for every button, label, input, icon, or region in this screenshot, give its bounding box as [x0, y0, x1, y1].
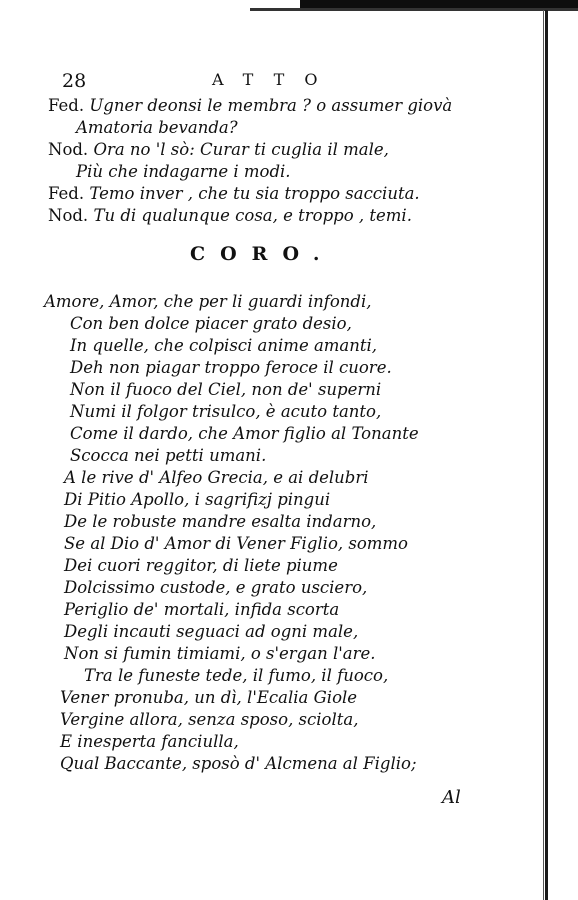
verse-line: Degli incauti seguaci ad ogni male,: [64, 622, 359, 641]
dialogue-line: [48, 205, 412, 227]
verse-line: Con ben dolce piacer grato desio,: [70, 314, 352, 333]
verse-line: Tra le funeste tede, il fumo, il fuoco,: [84, 666, 389, 685]
verse-line: Dei cuori reggitor, di liete piume: [64, 556, 338, 575]
verse-line: Come il dardo, che Amor figlio al Tonante: [70, 424, 419, 443]
chorus-heading: CORO.: [190, 243, 335, 265]
dialogue-text: Ora no 'l sò: Curar ti cuglia il male,: [93, 140, 389, 159]
verse-line: Qual Baccante, sposò d' Alcmena al Figlio;: [60, 754, 417, 773]
verse-line: Non il fuoco del Ciel, non de' superni: [70, 380, 382, 399]
dialogue-line: Più che indagarne i modi.: [76, 162, 291, 181]
scan-edge-right: [545, 10, 548, 900]
verse-line: Se al Dio d' Amor di Vener Figlio, sommo: [64, 534, 408, 553]
verse-line: Vergine allora, senza sposo, sciolta,: [60, 710, 359, 729]
verse-line: Amore, Amor, che per li guardi infondi,: [44, 292, 372, 311]
verse-line: Deh non piagar troppo feroce il cuore.: [70, 358, 392, 377]
verse-line: Non si fumin timiami, o s'ergan l'are.: [64, 644, 376, 663]
page-header: [62, 70, 462, 92]
verse-line: De le robuste mandre esalta indarno,: [64, 512, 377, 531]
verse-line: A le rive d' Alfeo Grecia, e ai delubri: [64, 468, 369, 487]
dialogue-text: Tu di qualunque cosa, e troppo , temi.: [93, 206, 412, 225]
verse-line: Scocca nei petti umani.: [70, 446, 267, 465]
dialogue-line: [48, 139, 389, 161]
verse-line: Numi il folgor trisulco, è acuto tanto,: [70, 402, 382, 421]
dialogue-line: [48, 183, 420, 205]
dialogue-line: [48, 95, 452, 117]
verse-line: Dolcissimo custode, e grato usciero,: [64, 578, 368, 597]
verse-line: Vener pronuba, un dì, l'Ecalia Giole: [60, 688, 358, 707]
scan-edge-top-shadow: [250, 8, 578, 11]
dialogue-text: Ugner deonsi le membra ? o assumer giovà: [89, 96, 453, 115]
verse-line: In quelle, che colpisci anime amanti,: [70, 336, 378, 355]
speaker-name: Fed.: [48, 96, 85, 115]
speaker-name: Nod.: [48, 206, 89, 225]
catchword: Al: [442, 787, 461, 808]
verse-line: E inesperta fanciulla,: [60, 732, 239, 751]
speaker-name: Nod.: [48, 140, 89, 159]
speaker-name: Fed.: [48, 184, 85, 203]
scan-edge-right-shadow: [543, 10, 544, 900]
dialogue-text: Temo inver , che tu sia troppo sacciuta.: [89, 184, 420, 203]
running-head: ATTO: [212, 70, 338, 89]
page-number: 28: [62, 70, 87, 92]
verse-line: Di Pitio Apollo, i sagrifizj pingui: [64, 490, 331, 509]
dialogue-line: Amatoria bevanda?: [76, 118, 238, 137]
verse-line: Periglio de' mortali, infida scorta: [64, 600, 340, 619]
